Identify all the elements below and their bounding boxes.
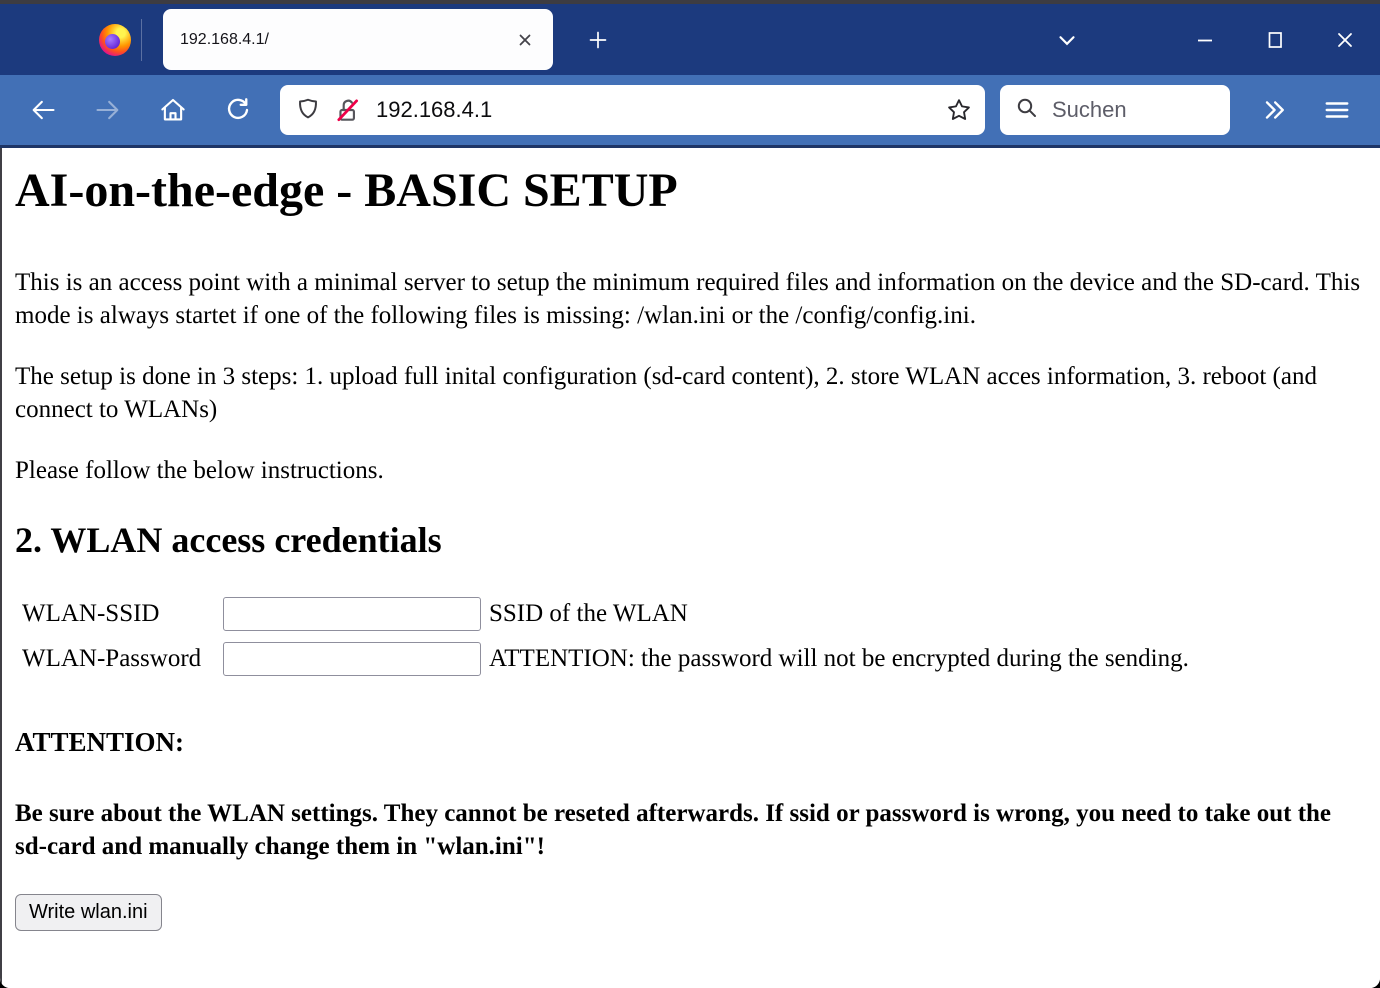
search-input[interactable] (1050, 96, 1218, 124)
bookmark-star-icon[interactable] (945, 96, 973, 124)
intro-paragraph-3: Please follow the below instructions. (15, 457, 384, 484)
tab-close-icon[interactable] (511, 26, 539, 54)
form-row-password (15, 642, 1367, 676)
intro-paragraph-1: This is an access point with a minimal server to setup the minimum required files and information on the device and the SD-card. This mode is always startet if one of the following files is missing: /wlan.ini or the /config/config.ini. (15, 269, 1361, 329)
wlan-credentials-form (15, 597, 1367, 676)
insecure-lock-icon[interactable] (334, 96, 362, 124)
wlan-ssid-label: WLAN-SSID (22, 600, 160, 627)
search-bar[interactable] (1000, 85, 1230, 135)
forward-button[interactable] (84, 86, 132, 134)
wlan-ssid-input[interactable] (223, 597, 481, 631)
new-tab-button[interactable] (581, 23, 615, 57)
wlan-password-label: WLAN-Password (22, 645, 202, 672)
titlebar (0, 4, 1380, 75)
maximize-button[interactable] (1251, 18, 1299, 62)
url-text: 192.168.4.1 (376, 97, 493, 122)
page-content (0, 148, 1380, 988)
home-button[interactable] (149, 86, 197, 134)
list-tabs-chevron-icon[interactable] (1043, 18, 1091, 62)
overflow-chevrons-icon[interactable] (1250, 86, 1298, 134)
intro-paragraph-2: The setup is done in 3 steps: 1. upload full inital configuration (sd-card content), 2. store WLAN acces information, 3. reboot (and connect to WLANs) (15, 363, 1317, 423)
close-button[interactable] (1321, 18, 1369, 62)
firefox-icon (99, 24, 131, 56)
navigation-toolbar (0, 75, 1380, 148)
warning-text: Be sure about the WLAN settings. They cannot be reseted afterwards. If ssid or password is wrong, you need to take out the sd-card and manually change them in "wlan.ini"! (15, 800, 1332, 860)
window-controls (1181, 18, 1369, 62)
minimize-button[interactable] (1181, 18, 1229, 62)
browser-tab[interactable] (163, 9, 553, 70)
tab-title: 192.168.4.1/ (180, 30, 269, 48)
form-row-ssid (15, 597, 1367, 631)
section-heading-wlan-credentials: 2. WLAN access credentials (15, 520, 442, 560)
attention-heading: ATTENTION: (15, 727, 185, 757)
search-icon (1014, 95, 1040, 126)
back-button[interactable] (19, 86, 67, 134)
wlan-password-hint: ATTENTION: the password will not be encrypted during the sending. (489, 645, 1189, 672)
wlan-ssid-hint: SSID of the WLAN (489, 600, 688, 627)
write-wlan-ini-button[interactable]: Write wlan.ini (15, 894, 162, 931)
tab-strip-divider (141, 19, 142, 61)
shield-icon[interactable] (294, 96, 322, 124)
wlan-password-input[interactable] (223, 642, 481, 676)
reload-button[interactable] (214, 86, 262, 134)
menu-hamburger-icon[interactable] (1313, 86, 1361, 134)
firefox-button[interactable] (98, 23, 132, 57)
url-bar[interactable] (280, 85, 985, 135)
page-title: AI-on-the-edge - BASIC SETUP (15, 164, 678, 217)
